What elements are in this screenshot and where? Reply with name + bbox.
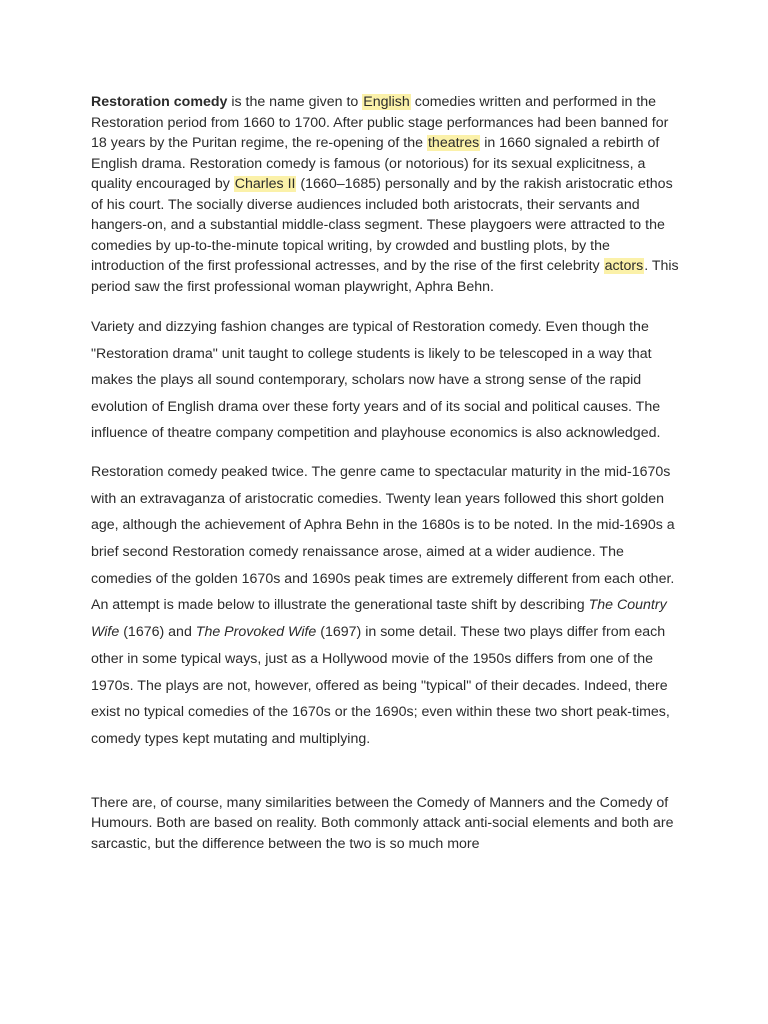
text-span: (1676) and xyxy=(119,624,196,641)
link-charles-ii[interactable]: Charles II xyxy=(234,176,296,192)
paragraph-peaked-twice xyxy=(91,459,686,753)
link-theatres[interactable]: theatres xyxy=(427,135,480,151)
text-span: comedies written and performed in the Restoration period from 1660 to 1700. After public stage performances had been banned for 18 years by the Puritan regime, the re-opening of the xyxy=(91,94,669,151)
link-actors[interactable]: actors xyxy=(604,258,644,274)
text-span: in 1660 signaled a rebirth of English drama. Restoration comedy is famous (or notorious) for its sexual explicitness, a quality encouraged by xyxy=(91,135,660,192)
paragraph-variety: Variety and dizzying fashion changes are typical of Restoration comedy. Even though the "Restoration drama" unit taught to college students is likely to be telescoped in a way that makes the plays all sound contemporary, scholars now have a strong sense of the rapid evolution of English drama over these forty years and of its social and political causes. The influence of theatre company competition and playhouse economics is also acknowledged. xyxy=(91,319,661,442)
text-span: (1697) in some detail. These two plays differ from each other in some typical ways, just as a Hollywood movie of the 1950s differs from one of the 1970s. The plays are not, however, offered as being "typical" of their decades. Indeed, there exist no typical comedies of the 1670s or the 1690s; even within these two short peak-times, comedy types kept mutating and multiplying. xyxy=(91,624,670,747)
text-span: is the name given to xyxy=(227,94,363,110)
play-title-provoked-wife: The Provoked Wife xyxy=(195,624,317,641)
document-page xyxy=(91,92,686,854)
bold-term: Restoration comedy xyxy=(91,94,228,110)
paragraph-intro xyxy=(91,92,686,297)
text-span: . This period saw the first professional woman playwright, Aphra Behn. xyxy=(91,258,679,295)
text-span: Restoration comedy peaked twice. The genre came to spectacular maturity in the mid-1670s with an extravaganza of aristocratic comedies. Twenty lean years followed this short golden age, although the achievement of Aphra Behn in the 1680s is to be noted. In the mid-1690s a brief second Restoration comedy renaissance arose, aimed at a wider audience. The comedies of the golden 1670s and 1690s peak times are extremely different from each other. An attempt is made below to illustrate the generational taste shift by describing xyxy=(91,463,675,614)
play-title-country-wife: The Country Wife xyxy=(91,597,667,641)
paragraph-similarities: There are, of course, many similarities between the Comedy of Manners and the Comedy of Humours. Both are based on reality. Both commonly attack anti-social elements and both are sarcastic, but the difference between the two is so much more xyxy=(91,794,674,852)
link-english[interactable]: English xyxy=(363,94,410,110)
text-span: (1660–1685) personally and by the rakish aristocratic ethos of his court. The socially diverse audiences included both aristocrats, their servants and hangers-on, and a substantial middle-class segment. These playgoers were attracted to the comedies by up-to-the-minute topical writing, by crowded and bustling plots, by the introduction of the first professional actresses, and by the rise of the first celebrity xyxy=(91,176,673,274)
